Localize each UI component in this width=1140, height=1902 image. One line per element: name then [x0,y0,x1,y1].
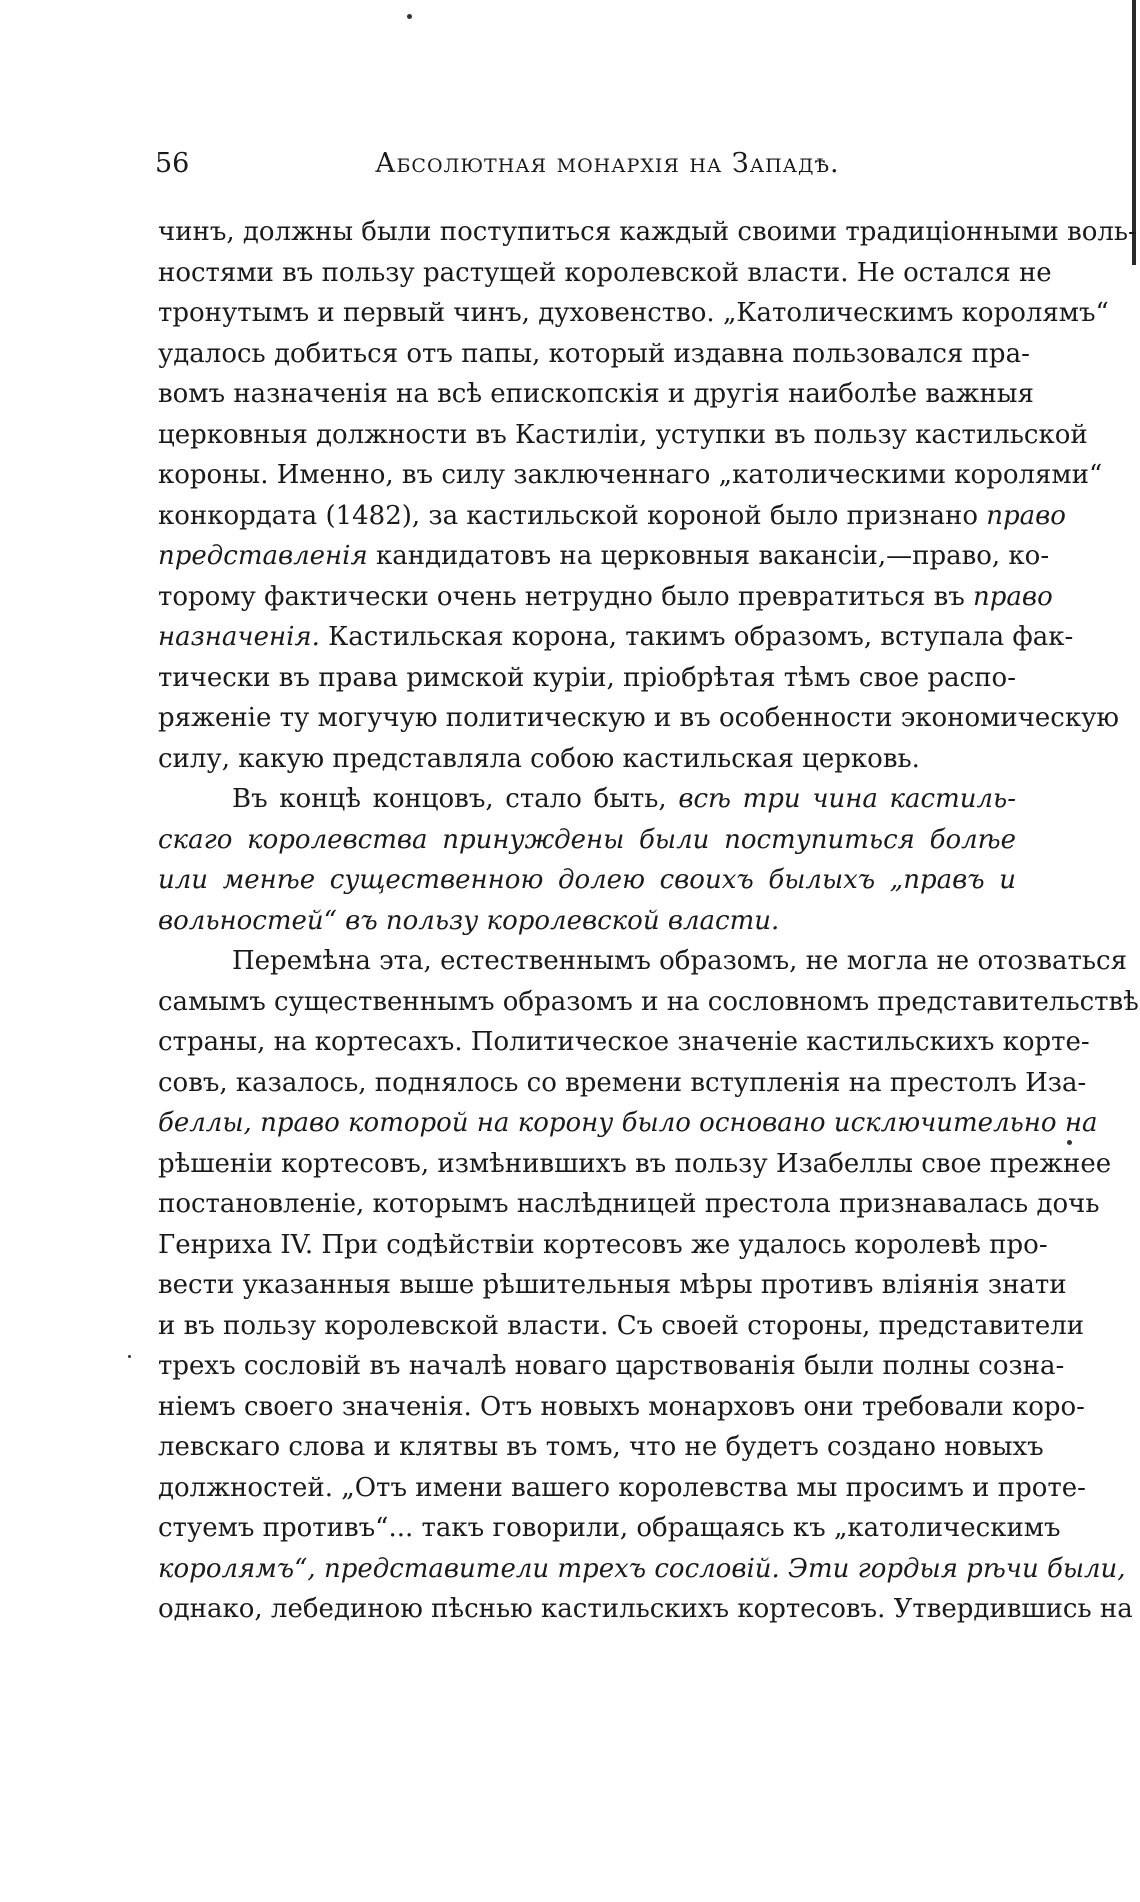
text-run: церковныя должности въ Кастиліи, уступки въ пользу кастильской [158,419,1088,450]
running-title: Абсолютная монархія на Западѣ. [375,148,840,179]
text-line [158,536,1050,577]
text-line [158,1022,1090,1063]
italic-run: назначенія. [158,622,320,652]
paragraph [158,212,1137,779]
text-run: тронутымъ и первый чинъ, духовенство. „Католическимъ королямъ“ [158,298,1109,328]
text-run: и въ пользу королевской власти. Съ своей стороны, представители [158,1310,1085,1341]
text-line [158,1589,1133,1630]
text-run: вомъ назначенія на всѣ епископскія и другія наиболѣе важныя [158,379,1034,409]
paragraph [158,779,1016,941]
italic-run: беллы, право которой на корону было основано исключительно на [158,1108,1098,1138]
text-line [158,415,1088,456]
text-line [158,779,1016,820]
italic-run: королямъ“, представители трехъ сословій. Эти гордыя рѣчи были, [158,1553,1126,1584]
text-line [158,1346,1065,1387]
text-line [158,1225,1048,1266]
text-line [158,1063,1087,1104]
text-run: торому фактически очень нетрудно было превратиться въ [158,581,974,612]
italic-run: представленія [158,541,368,571]
text-line [158,212,1137,253]
text-line [158,455,1103,496]
text-run: тически въ права римской куріи, пріобрѣтая тѣмъ свое распо- [158,662,1016,693]
text-line [158,1265,1067,1306]
text-run: должностей. „Отъ имени вашего королевства мы просимъ и проте- [158,1472,1086,1503]
text-run: короны. Именно, въ силу заключеннаго „католическими королями“ [158,460,1103,490]
text-line [158,1306,1085,1347]
scan-speck [128,1355,131,1358]
text-line [158,374,1034,415]
text-run: трехъ сословій въ началѣ новаго царствованія были полны созна- [158,1351,1065,1381]
text-run: конкордата (1482), за кастильской короной было признано [158,500,987,531]
text-line [158,496,1066,537]
text-line [158,334,1030,375]
text-run: Перемѣна эта, естественнымъ образомъ, не могла не отозваться [232,946,1127,976]
italic-run: или менѣе существенною долею своихъ былыхъ „правъ и [158,865,1016,895]
italic-run: всѣ три чина кастиль- [678,784,1016,814]
page-header [155,148,1015,188]
text-run: ніемъ своего значенія. Отъ новыхъ монарховъ они требовали коро- [158,1391,1085,1422]
text-run: однако, лебединою пѣснью кастильскихъ кортесовъ. Утвердившись на [158,1594,1133,1624]
italic-run: вольностей“ въ пользу королевской власти. [158,905,780,936]
text-run: ряженіе ту могучую политическую и въ особенности экономическую [158,703,1120,733]
text-run: Кастильская корона, такимъ образомъ, вступала фак- [319,622,1074,652]
text-line [158,1103,1098,1144]
text-run: удалось добиться отъ папы, который издавна пользовался пра- [158,338,1030,369]
page-number: 56 [155,148,190,179]
text-run: левскаго слова и клятвы въ томъ, что не будетъ создано новыхъ [158,1432,1044,1462]
body-text [158,212,1139,1630]
text-line [158,820,1016,861]
text-run: вести указанныя выше рѣшительныя мѣры противъ вліянія знати [158,1270,1067,1300]
text-run: страны, на кортесахъ. Политическое значеніе кастильскихъ корте- [158,1027,1090,1057]
text-line [158,901,1016,942]
text-run: стуемъ противъ“... такъ говорили, обращаясь къ „католическимъ [158,1513,1061,1543]
text-line [158,577,1053,618]
text-run: ностями въ пользу растущей королевской власти. Не остался не [158,257,1052,288]
text-line [158,739,1016,780]
text-line [158,941,1127,982]
paragraph [158,941,1139,1630]
text-line [158,1387,1085,1428]
text-line [158,1144,1112,1185]
text-run: совъ, казалось, поднялось со времени вступленія на престолъ Иза- [158,1067,1087,1098]
scan-speck [1067,1140,1072,1145]
text-line [158,253,1052,294]
text-run: самымъ существеннымъ образомъ и на сословномъ представительствѣ [158,986,1139,1017]
text-line [158,617,1074,658]
scan-speck [407,14,412,19]
text-line [158,293,1109,334]
text-line [158,698,1120,739]
text-line [158,982,1139,1023]
italic-run: право [973,581,1053,612]
text-line [158,860,1016,901]
text-run: чинъ, должны были поступиться каждый своими традиціонными воль- [158,217,1137,247]
text-line [158,658,1016,699]
text-run: Въ концѣ концовъ, стало быть, [232,784,679,814]
text-run: постановленіе, которымъ наслѣдницей престола признавалась дочь [158,1189,1100,1219]
text-line [158,1427,1044,1468]
italic-run: скаго королевства принуждены были поступиться болѣе [158,824,1016,855]
text-run: Генриха IV. При содѣйствіи кортесовъ же удалось королевѣ про- [158,1229,1048,1260]
text-run: кандидатовъ на церковныя вакансіи,—право, ко- [367,541,1050,571]
text-run: рѣшеніи кортесовъ, измѣнившихъ въ пользу Изабеллы свое прежнее [158,1148,1112,1179]
text-line [158,1549,1126,1590]
text-run: силу, какую представляла собою кастильская церковь. [158,743,920,774]
text-line [158,1468,1086,1509]
italic-run: право [986,500,1066,531]
text-line [158,1184,1100,1225]
text-line [158,1508,1061,1549]
